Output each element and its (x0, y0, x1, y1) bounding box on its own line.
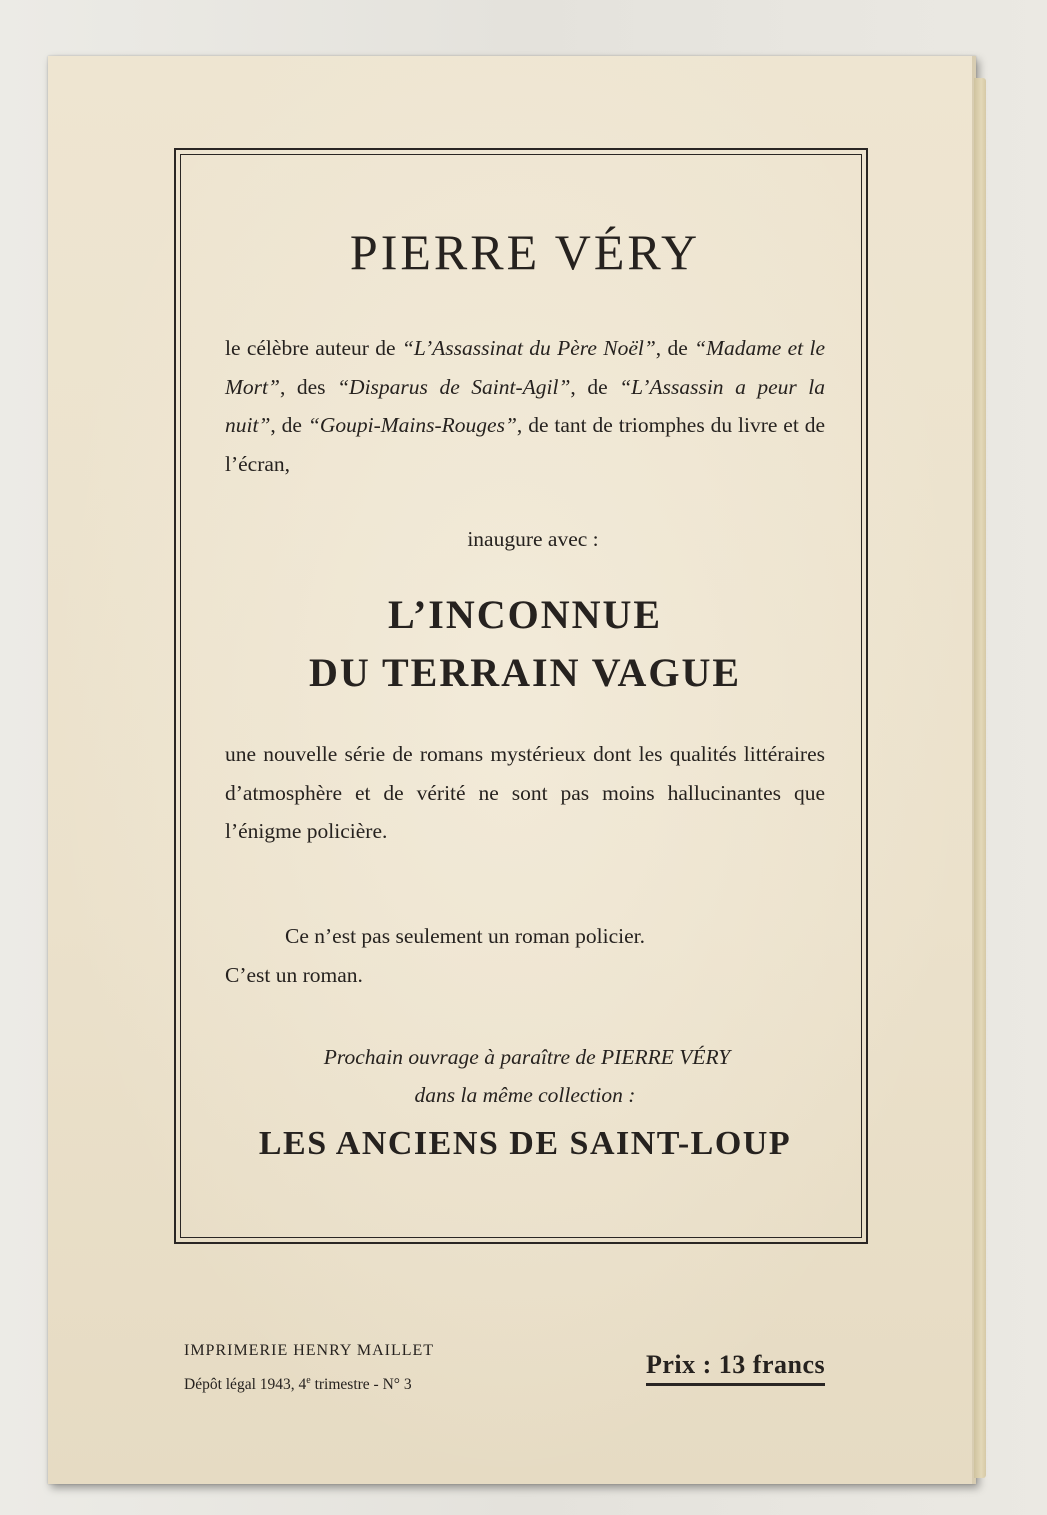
work-title-5: “Goupi-Mains-Rouges” (307, 413, 517, 437)
next-work-announcement-1: Prochain ouvrage à paraître de PIERRE VÉRY (323, 1045, 731, 1069)
intro-prefix: le célèbre auteur de (225, 336, 396, 360)
next-work-title: LES ANCIENS DE SAINT-LOUP (258, 1125, 792, 1162)
legal-deposit-a: Dépôt légal 1943, 4 (184, 1376, 307, 1394)
price-label: Prix : 13 francs (646, 1350, 825, 1386)
legal-deposit-b: trimestre - N° 3 (310, 1376, 412, 1394)
work-title-3: “Disparus de Saint-Agil” (337, 374, 571, 399)
next-work-announcement-2: dans la même collection : (414, 1083, 636, 1107)
legal-deposit-sup: e (306, 1375, 311, 1386)
novel-statement-line-2: C’est un roman. (225, 962, 363, 987)
novel-statement-line-1: Ce n’est pas seulement un roman policier. (285, 924, 646, 948)
novel-statement (225, 917, 825, 994)
book-back-cover (48, 56, 976, 1484)
legal-deposit (184, 1375, 412, 1394)
book-title-line-2: DU TERRAIN VAGUE (308, 650, 742, 695)
author-intro-paragraph (225, 329, 825, 483)
intro-suffix: , de tant de triomphes du livre et de l’écran, (225, 413, 826, 476)
inner-rule (180, 154, 862, 1238)
inaugure-text: inaugure avec : (467, 527, 599, 551)
intro-sep-3: , de (570, 374, 608, 399)
series-description: une nouvelle série de romans mystérieux dont les qualités littéraires d’atmosphère et de vérité ne sont pas moins hallucinantes que l’énigme policière. (225, 742, 825, 843)
work-title-4: “L’Assassin a peur la nuit” (225, 374, 826, 437)
printer-name: IMPRIMERIE HENRY MAILLET (184, 1342, 435, 1359)
intro-sep-1: , de (655, 336, 688, 360)
book-title-line-1: L’INCONNUE (387, 592, 663, 637)
page-edge (974, 78, 986, 1478)
intro-sep-2: , des (279, 374, 326, 399)
work-title-2: “Madame et le Mort” (225, 336, 825, 399)
author-name: PIERRE VÉRY (349, 224, 701, 280)
intro-sep-4: , de (270, 413, 302, 437)
work-title-1: “L’Assassinat du Père Noël” (401, 336, 656, 360)
double-rule-frame (174, 148, 868, 1244)
